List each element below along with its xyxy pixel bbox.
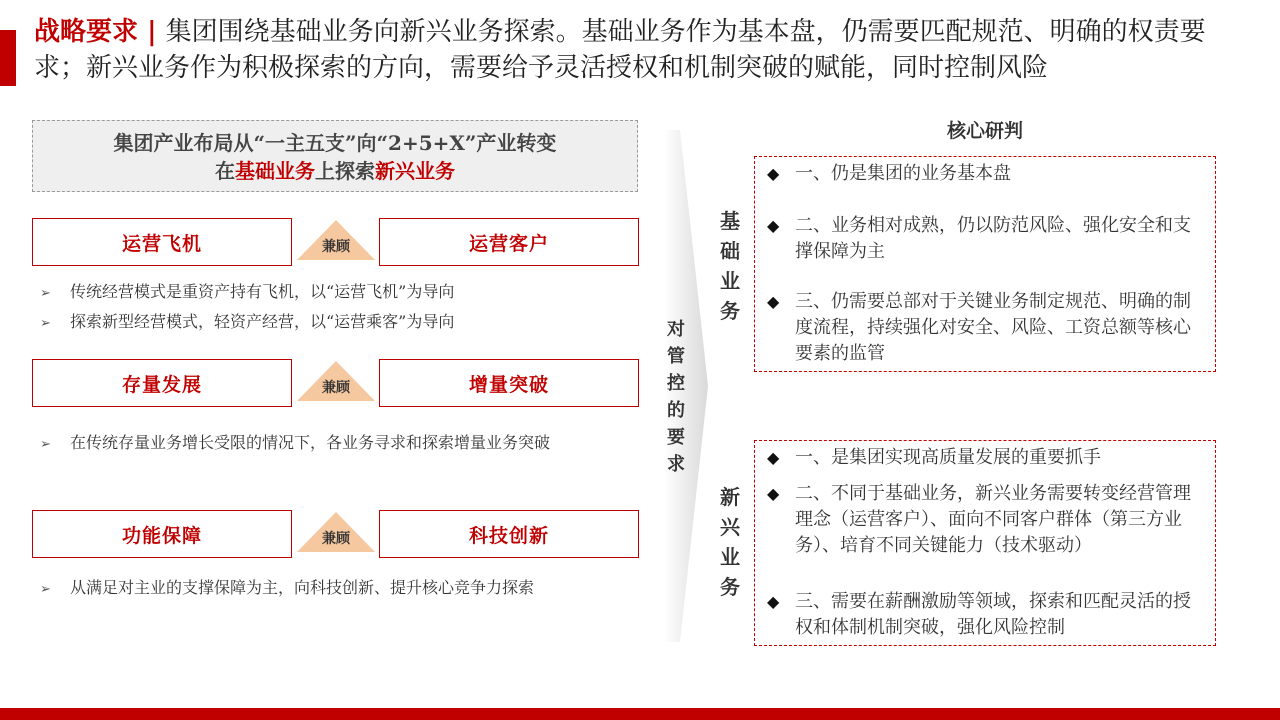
label-char: 务 [720,575,740,599]
pair-3-left: 功能保障 [32,510,292,558]
basic-business-box [754,156,1216,372]
label-char: 控 [667,373,685,394]
pair-3-connector [297,512,375,552]
emerging-business-label [718,482,742,602]
diamond-bullet-icon: ◆ [767,292,780,311]
label-char: 管 [667,346,685,367]
pair-1-bullet-2 [40,311,454,335]
label-char: 基 [720,209,740,233]
basic-item-3 [767,289,1203,367]
pair-1-bullet-1 [40,281,454,305]
connector-label: 兼顾 [322,380,350,396]
label-char: 务 [720,299,740,323]
pair-1-connector [297,220,375,260]
label-char: 新 [720,485,740,509]
item-text: 一、仍是集团的业务基本盘 [795,163,1011,184]
title-text: 集团围绕基础业务向新兴业务探索。基础业务作为基本盘，仍需要匹配规范、明确的权责要求；新兴业务作为积极探索的方向，需要给予灵活授权和机制突破的赋能，同时控制风险 [34,17,1206,83]
label-char: 础 [720,239,740,263]
item-text: 二、不同于基础业务，新兴业务需要转变经营管理理念（运营客户）、面向不同客户群体（第三方业务）、培育不同关键能力（技术驱动） [795,483,1191,556]
summary-mid: 上探索 [315,159,375,183]
bullet-text: 在传统存量业务增长受限的情况下，各业务寻求和探索增量业务突破 [70,433,551,452]
diamond-bullet-icon: ◆ [767,448,780,467]
pair-2-connector [297,361,375,401]
bullet-text: 探索新型经营模式，轻资产经营，以“运营乘客”为导向 [70,312,455,331]
label-char: 对 [667,319,685,340]
title-lead: 战略要求 [34,17,139,47]
arrow-bullet-icon: ➢ [40,316,51,331]
arrow-bullet-icon: ➢ [40,286,51,301]
core-judgement-title: 核心研判 [946,120,1023,142]
diamond-bullet-icon: ◆ [767,164,780,183]
emerging-item-2 [767,481,1203,559]
bullet-text: 传统经营模式是重资产持有飞机，以“运营飞机”为导向 [70,282,455,301]
diamond-bullet-icon: ◆ [767,592,780,611]
pair-2-bullet-1 [40,432,550,456]
label-char: 的 [667,400,685,421]
diamond-bullet-icon: ◆ [767,484,780,503]
label-char: 业 [720,269,740,293]
connector-label: 兼顾 [322,531,350,547]
pair-1-right: 运营客户 [379,218,639,266]
basic-business-label [718,206,742,326]
label-char: 求 [667,454,685,475]
left-accent-bar [0,30,16,86]
connector-label: 兼顾 [322,239,350,255]
summary-emerging: 新兴业务 [375,159,455,183]
emerging-item-1 [767,445,1203,471]
emerging-business-box [754,440,1216,646]
diamond-bullet-icon: ◆ [767,216,780,235]
label-char: 业 [720,545,740,569]
summary-line-1: 集团产业布局从“一主五支”向“2+5+X”产业转变 [113,131,557,155]
pair-2-left: 存量发展 [32,359,292,407]
summary-box [32,120,638,192]
bottom-accent-bar [0,708,1280,720]
title-separator: | [138,17,166,47]
summary-line-2 [33,157,637,185]
pair-3-right: 科技创新 [379,510,639,558]
arrow-bullet-icon: ➢ [40,437,51,452]
item-text: 三、仍需要总部对于关键业务制定规范、明确的制度流程，持续强化对安全、风险、工资总额等核心要素的监管 [795,291,1191,364]
pair-3-bullet-1 [40,577,534,601]
bullet-text: 从满足对主业的支撑保障为主，向科技创新、提升核心竞争力探索 [70,578,535,597]
page-title [34,14,1244,86]
control-requirements-label [664,316,688,478]
item-text: 三、需要在薪酬激励等领域，探索和匹配灵活的授权和体制机制突破，强化风险控制 [795,591,1191,638]
summary-basic: 基础业务 [235,159,315,183]
item-text: 一、是集团实现高质量发展的重要抓手 [795,447,1101,468]
emerging-item-3 [767,589,1203,641]
label-char: 兴 [720,515,740,539]
label-char: 要 [667,427,685,448]
basic-item-1 [767,161,1203,187]
item-text: 二、业务相对成熟，仍以防范风险、强化安全和支撑保障为主 [795,215,1191,262]
arrow-bullet-icon: ➢ [40,582,51,597]
pair-1-left: 运营飞机 [32,218,292,266]
summary-pre: 在 [215,159,235,183]
basic-item-2 [767,213,1203,265]
pair-2-right: 增量突破 [379,359,639,407]
